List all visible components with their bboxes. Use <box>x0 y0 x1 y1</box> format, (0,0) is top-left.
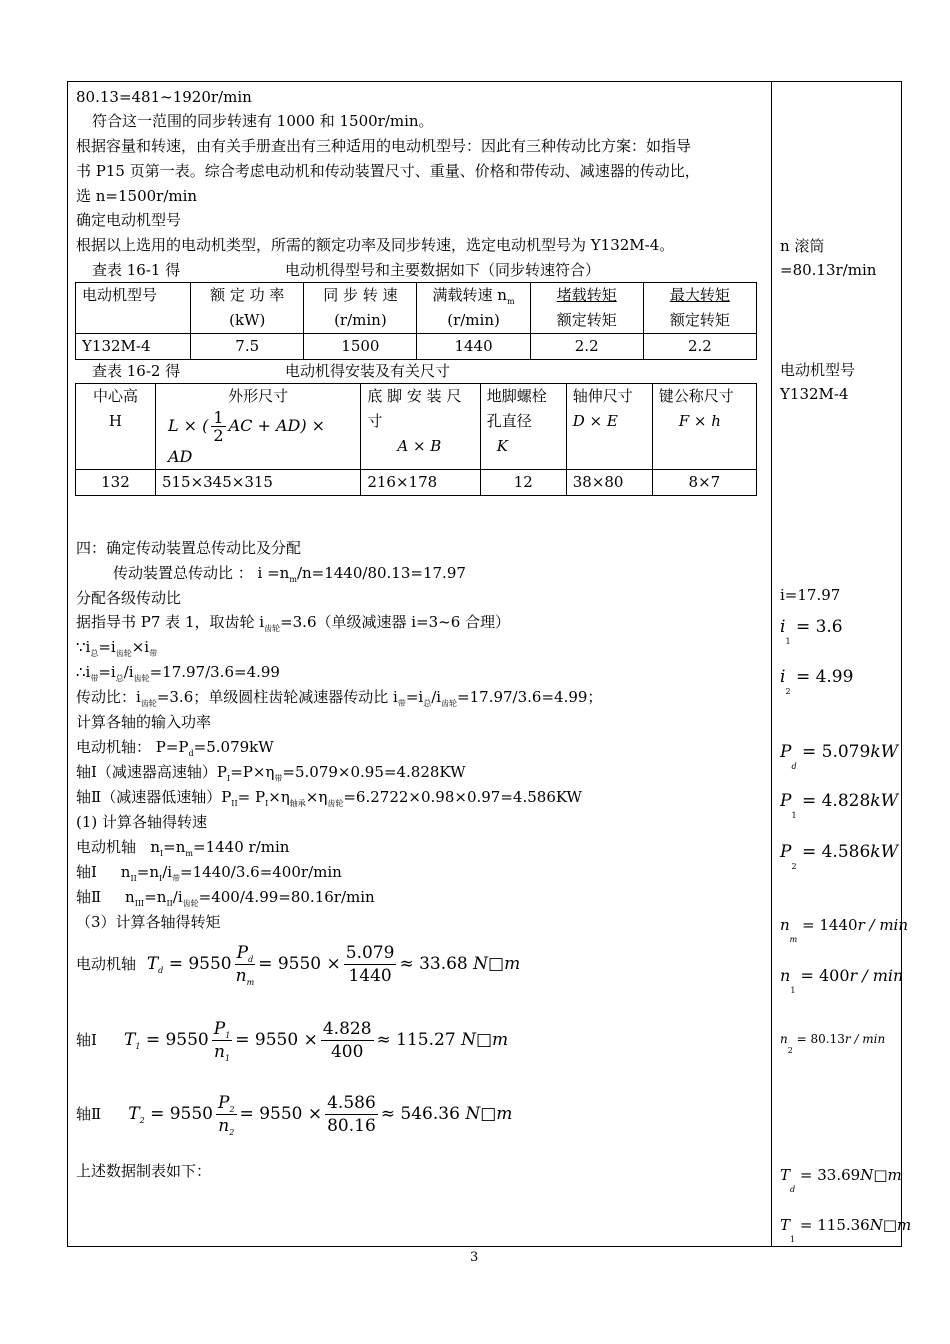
table-header: 外形尺寸 L × ( $\frac{1}{2}$ AC + AD) × AD <box>155 384 360 470</box>
sidebar-n-value: =80.13r/min <box>780 261 877 279</box>
table-cell: 7.5 <box>191 334 304 360</box>
sidebar-td: $T_d$ = 33.69N□m <box>780 1166 902 1194</box>
table-header: 额 定 功 率 (kW) <box>191 283 304 334</box>
text-line: 轴Ⅱ $n_{III}=n_{II}/i_{齿轮}=400/4.99=80.16r/\min$ <box>76 888 375 908</box>
sidebar-model-label: 电动机型号 <box>780 361 856 379</box>
text-line: 轴Ⅰ（减速器高速轴）$P_I=P\times\eta_带=5.079\times 0.95=4.828KW$ <box>76 763 466 783</box>
table-header: 最大转矩 额定转矩 <box>643 283 756 334</box>
sidebar-n2: $n_2 = 80.13r / \min$ <box>780 1032 886 1055</box>
table2-caption-title: 电动机得安装及有关尺寸 <box>285 362 451 380</box>
table-cell: 216×178 <box>361 470 480 496</box>
table-cell: Y132M-4 <box>76 334 191 360</box>
text-line: 符合这一范围的同步转速有 1000 和 1500r/min。 <box>92 112 434 130</box>
text-line: 分配各级传动比 <box>76 589 182 607</box>
text-line: （3）计算各轴得转矩 <box>76 913 221 931</box>
text-line: 上述数据制表如下： <box>76 1162 212 1180</box>
table-cell: 2.2 <box>530 334 643 360</box>
page-number: 3 <box>470 1250 479 1265</box>
table-cell: 1500 <box>304 334 417 360</box>
table-cell: 8×7 <box>652 470 756 496</box>
section-heading: 四：确定传动装置总传动比及分配 <box>76 539 302 557</box>
table-header: 满载转速 $n_m$ (r/min) <box>417 283 530 334</box>
text-line: 轴Ⅱ（减速器低速轴）$P_{II}= P_I\times\eta_{轴承}\times\eta_{齿轮}=6.2722\times 0.98\times 0.97=4.586KW$ <box>76 788 582 808</box>
text-line: (1) 计算各轴得转速 <box>76 813 208 831</box>
text-line: 80.13=481~1920r/min <box>76 88 252 106</box>
sidebar-nm: $n_m = 1440r / \min$ <box>780 916 909 944</box>
table-header: 同 步 转 速 (r/min) <box>304 283 417 334</box>
table1-caption: 查表 16-1 得 <box>92 261 181 279</box>
table-header: 底 脚 安 装 尺 寸 A × B <box>361 384 480 470</box>
table-header: 键公称尺寸 F × h <box>652 384 756 470</box>
text-line: 确定电动机型号 <box>76 211 182 229</box>
sidebar-i2: $i_2 = 4.99$ <box>780 667 854 696</box>
table2-caption: 查表 16-2 得 <box>92 362 181 380</box>
sidebar-n1: $n_1 = 400r / \min$ <box>780 966 904 995</box>
table-row <box>76 470 757 496</box>
text-line: 书 P15 页第一表。综合考虑电动机和传动装置尺寸、重量、价格和带传动、减速器的传动比， <box>76 162 700 180</box>
text-line: 根据容量和转速，由有关手册查出有三种适用的电动机型号：因此有三种传动比方案：如指导 <box>76 137 692 155</box>
text-line: $\therefore i_带=i_总/i_{齿轮}=17.97/3.6=4.99$ <box>76 663 280 683</box>
shaft2-torque-equation: 轴Ⅱ $T_2 = 9550$ $\frac{P_2}{n_2}$ = 9550 × $\frac{4.586}{80.16}$ ≈ 546.36 N□m <box>76 1093 513 1137</box>
table-header: 轴伸尺寸 D × E <box>566 384 652 470</box>
text-line: 计算各轴的输入功率 <box>76 713 212 731</box>
text-line: $\because i_总=i_{齿轮}\times i_带$ <box>76 638 158 658</box>
table-cell: 1440 <box>417 334 530 360</box>
table-header: 堵载转矩 额定转矩 <box>530 283 643 334</box>
text-line: 电动机轴 $n_I=n_m=1440$ r/min <box>76 838 290 858</box>
table-cell: 12 <box>480 470 566 496</box>
sidebar-p2: $P_2 = 4.586kW$ <box>780 842 899 871</box>
text-line: 电动机轴： $P=P_d=5.079kW$ <box>76 738 274 758</box>
shaft1-torque-equation: 轴Ⅰ $T_1 = 9550$ $\frac{P_1}{n_1}$ = 9550 × $\frac{4.828}{400}$ ≈ 115.27 N□m <box>76 1019 509 1063</box>
motor-data-table <box>75 282 757 360</box>
table-row <box>76 334 757 360</box>
sidebar-t1: $T_1$ = 115.36N□m <box>780 1216 912 1244</box>
table-header: 电动机型号 <box>76 283 191 334</box>
table-cell: 515×345×315 <box>155 470 360 496</box>
text-line: 传动比：$i_{齿轮}=3.6$；单级圆柱齿轮减速器传动比 $i_带=i_总/i_{齿轮}=17.97/3.6=4.99$； <box>76 688 603 708</box>
table-cell: 2.2 <box>643 334 756 360</box>
sidebar-n-label: n 滚筒 <box>780 237 825 255</box>
motor-torque-equation: 电动机轴 $T_d = 9550$ $\frac{P_d}{n_m}$ = 9550 × $\frac{5.079}{1440}$ ≈ 33.68 N□m <box>76 943 521 987</box>
text-line: 据指导书 P7 表 1，取齿轮 $i_{齿轮}=3.6$（单级减速器 i=3~6 合理） <box>76 613 511 633</box>
table1-caption-title: 电动机得型号和主要数据如下（同步转速符合） <box>285 261 601 279</box>
sidebar-pd: $P_d = 5.079kW$ <box>780 742 899 771</box>
text-line: 轴Ⅰ $n_{II}=n_I/i_带=1440/3.6=400r/\min$ <box>76 863 342 883</box>
sidebar-p1: $P_1 = 4.828kW$ <box>780 791 899 820</box>
table-header: 地脚螺栓 孔直径 K <box>480 384 566 470</box>
text-line: 传动装置总传动比 ： $i =n_m/n=1440/80.13=17.97$ <box>113 564 466 584</box>
text-line: 选 n=1500r/min <box>76 187 198 205</box>
table-header: 中心高 H <box>76 384 156 470</box>
sidebar-i1: $i_1 = 3.6$ <box>780 617 843 646</box>
column-divider <box>771 81 772 1247</box>
motor-dimension-table <box>75 383 757 496</box>
table-cell: 132 <box>76 470 156 496</box>
sidebar-i-total: i=17.97 <box>780 586 841 604</box>
text-line: 根据以上选用的电动机类型，所需的额定功率及同步转速，选定电动机型号为 Y132M-4。 <box>76 236 675 254</box>
sidebar-model-value: Y132M-4 <box>780 385 849 403</box>
table-cell: 38×80 <box>566 470 652 496</box>
